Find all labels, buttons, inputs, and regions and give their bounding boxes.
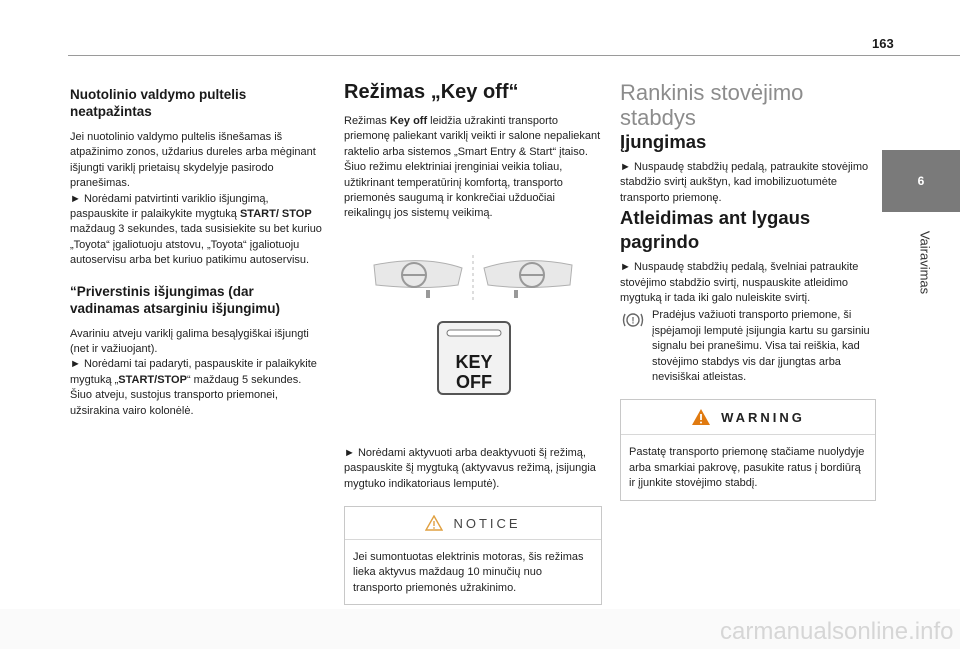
- chapter-number: 6: [917, 174, 925, 188]
- dashboard-illustration: [344, 230, 602, 440]
- warning-text: Pastatę transporto priemonę stačiame nuolydyje arba smarkiai pakrovę, pasukite ratus į bordiūrą ir įjunkite stovėjimo stabdį.: [629, 446, 865, 490]
- parking-brake-warning-light-icon: [620, 310, 646, 330]
- heading-engaging: Įjungimas: [620, 131, 707, 152]
- paragraph: Avariniu atveju variklį galima besąlygiškai išjungti (net ir važiuojant).: [70, 327, 309, 356]
- column-middle: [344, 80, 602, 605]
- watermark-text: carmanualsonline.info: [720, 618, 954, 645]
- svg-text:KEY: KEY: [455, 351, 493, 372]
- svg-text:!: !: [631, 315, 635, 326]
- key-off-button: [438, 322, 510, 394]
- paragraph: Šiuo atveju, sustojus transporto priemonei, užsirakina vairo kolonėlė.: [70, 389, 278, 417]
- warning-label: WARNING: [721, 409, 805, 425]
- notice-text: Jei sumontuotas elektrinis motoras, šis režimas lieka aktyvus maždaug 10 minučių nuo transporto priemonės užrakinimo.: [353, 551, 584, 594]
- right-dashboard-icon: [484, 260, 572, 297]
- column-right: [620, 80, 876, 501]
- notice-box: [344, 506, 602, 605]
- header-rule: [68, 55, 960, 56]
- notice-label: NOTICE: [453, 515, 521, 531]
- warning-header: [621, 400, 875, 435]
- paragraph: ► Nuspaudę stabdžių pedalą, švelniai patraukite stovėjimo stabdžio svirtį, nuspauskite atleidimo mygtuką ir tada iki galo nuleiskite svirtį.: [620, 261, 859, 305]
- paragraph: ► Norėdami tai padaryti, paspauskite ir palaikykite mygtuką „START/STOP“ maždaug 5 sekundes.: [70, 358, 317, 386]
- warning-triangle-icon: [691, 408, 711, 426]
- section-title-parking-brake: Rankinis stovėjimo stabdys: [620, 80, 804, 130]
- chapter-title: Vairavimas: [917, 230, 933, 295]
- paragraph: Režimas Key off leidžia užrakinti transporto priemonę paliekant variklį veikti ir salone nepaliekant raktelio arba sistemos „Smart Entry & Start“ įtaiso.: [344, 115, 601, 158]
- section-heading-remote-not-detected: Nuotolinio valdymo pultelis neatpažintas: [70, 87, 247, 119]
- info-text: Pradėjus važiuoti transporto priemone, ši įspėjamoji lemputė įsijungia kartu su garsiniu signalu bei pranešimu. Visa tai reiškia, kad stovėjimo stabdys vis dar įjungtas arba nevisiškai atleistas.: [652, 309, 870, 384]
- notice-header: [345, 507, 601, 540]
- heading-release-level-ground: Atleidimas ant lygaus pagrindo: [620, 207, 811, 253]
- page-number: 163: [872, 36, 894, 51]
- column-left: [70, 80, 325, 419]
- key-off-illustration: [344, 230, 602, 440]
- paragraph: Jei nuotolinio valdymo pultelis išnešamas iš atpažinimo zonos, uždarius dureles arba mėginant išjungti variklį prietaisų skydelyje pasirodo pranešimas.: [70, 131, 316, 190]
- left-dashboard-icon: [374, 260, 462, 297]
- info-row: [620, 308, 876, 385]
- section-title-key-off: Režimas „Key off“: [344, 81, 519, 103]
- paragraph: Šiuo režimu elektriniai įrenginiai veikia toliau, užtikrinant temperatūrinį komfortą, transporto priemonės saugumą ir konkrečiai užduočiai reikalingų jos sistemų veikimą.: [344, 161, 563, 220]
- chapter-tab[interactable]: [882, 150, 960, 212]
- paragraph: ► Norėdami aktyvuoti arba deaktyvuoti šį režimą, paspauskite šį mygtuką (aktyvavus režimą, įsijungia mygtuko indikatoriaus lemputė).: [344, 446, 596, 490]
- section-heading-forced-shutdown: “Priverstinis išjungimas (dar vadinamas atsarginiu išjungimu): [70, 283, 281, 316]
- notice-triangle-icon: [425, 515, 443, 531]
- paragraph: ► Nuspaudę stabdžių pedalą, patraukite stovėjimo stabdžio svirtį aukštyn, kad imobilizuotumėte transporto priemonę.: [620, 161, 869, 204]
- paragraph: ► Norėdami patvirtinti variklio išjungimą, paspauskite ir palaikykite mygtuką START/ STOP maždaug 3 sekundes, tada susisiekite su bet kuriuo „Toyota“ įgaliotuoju atstovu, „Toyota“ įgaliotuoju autoservisu arba bet kuriuo patikimu autoservisu.: [70, 192, 322, 267]
- svg-text:OFF: OFF: [456, 371, 492, 392]
- warning-box: [620, 399, 876, 500]
